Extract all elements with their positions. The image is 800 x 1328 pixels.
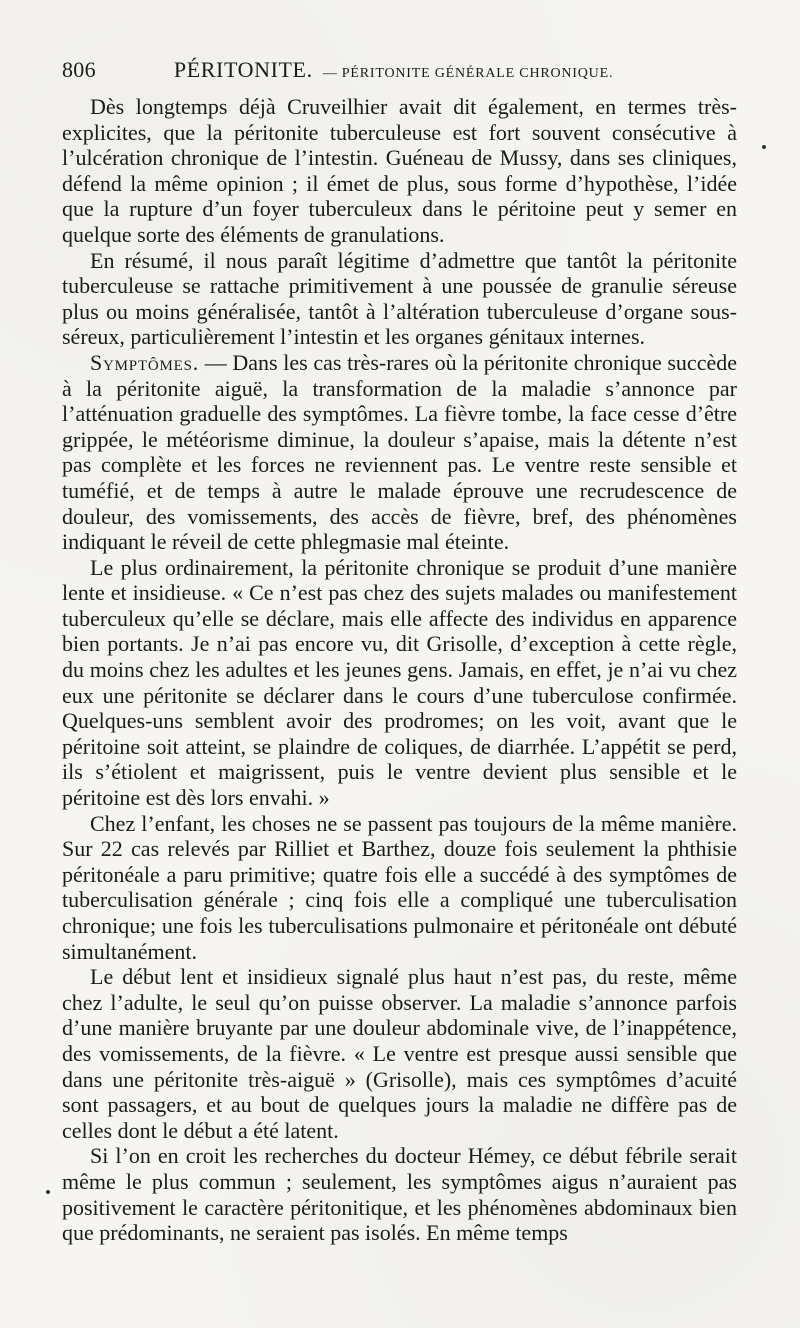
margin-dot (762, 145, 766, 149)
running-header (62, 57, 737, 87)
section-heading-symptomes: Symptômes. (90, 349, 200, 375)
chapter-title: PÉRITONITE. (173, 57, 313, 82)
paragraph-text: — Dans les cas très-rares où la péritonite chronique succède à la péritonite aiguë, la transformation de la maladie s’annonce par l’atténuation graduelle des symptômes. La fièvre tombe, la face cesse d’être grippée, le météorisme diminue, la douleur s’apaise, mais la détente n’est pas complète et les forces ne reviennent pas. Le ventre reste sensible et tuméfié, et de temps à autre le malade éprouve une recrudescence de douleur, des vomissements, des accès de fièvre, bref, des phénomènes indiquant le réveil de cette phlegmasie mal éteinte. (62, 349, 737, 555)
paragraph-text: Dès longtemps déjà Cruveilhier avait dit également, en termes très-explicites, que la péritonite tuberculeuse est fort souvent consécutive à l’ulcération chronique de l’intestin. Guéneau de Mussy, dans ses cliniques, défend la même opinion ; il émet de plus, sous forme d’hypothèse, l’idée que la rupture d’un foyer tuberculeux dans le péritoine peut y semer en quelque sorte des éléments de granulations. (62, 94, 737, 247)
paragraph-text: Le plus ordinairement, la péritonite chronique se produit d’une manière lente et insidieuse. « Ce n’est pas chez des sujets malades ou manifestement tuberculeux qu’elle se déclare, mais elle affecte des individus en apparence bien portants. Je n’ai pas encore vu, dit Grisolle, d’exception à cette règle, du moins chez les adultes et les jeunes gens. Jamais, en effet, je n’ai vu chez eux une péritonite se déclarer dans le cours d’une tuberculose confirmée. Quelques-uns semblent avoir des prodromes; on les voit, avant que le péritoine soit atteint, se plaindre de coliques, de diarrhée. L’appétit se perd, ils s’étiolent et maigrissent, puis le ventre devient plus sensible et le péritoine est dès lors envahi. » (62, 554, 737, 811)
paragraph-enfant (62, 811, 737, 965)
paragraph-debut-lent (62, 964, 737, 1143)
paragraph-resume (62, 248, 737, 350)
paragraph-grisolle-quote (62, 555, 737, 811)
page-number: 806 (62, 57, 96, 82)
paragraph-text: En résumé, il nous paraît légitime d’admettre que tantôt la péritonite tuberculeuse se rattache primitivement à une poussée de granulie séreuse plus ou moins généralisée, tantôt à l’altération tuberculeuse d’organe sous-séreux, particulièrement l’intestin et les organes génitaux internes. (62, 247, 737, 350)
page-body (62, 94, 737, 1246)
margin-dot (46, 1190, 50, 1194)
section-subtitle: — PÉRITONITE GÉNÉRALE CHRONIQUE. (322, 66, 614, 81)
paragraph-text: Si l’on en croit les recherches du docteur Hémey, ce début fébrile serait même le plus commun ; seulement, les symptômes aigus n’auraient pas positivement le caractère péritonitique, et les phénomènes abdominaux bien que prédominants, ne seraient pas isolés. En même temps (62, 1143, 737, 1246)
paragraph-text: Le début lent et insidieux signalé plus haut n’est pas, du reste, même chez l’adulte, le seul qu’on puisse observer. La maladie s’annonce parfois d’une manière bruyante par une douleur abdominale vive, de l’inappétence, des vomissements, de la fièvre. « Le ventre est presque aussi sensible que dans une péritonite très-aiguë » (Grisolle), mais ces symptômes d’acuité sont passagers, et au bout de quelques jours la maladie ne diffère pas de celles dont le début a été latent. (62, 964, 737, 1143)
paragraph-text: Chez l’enfant, les choses ne se passent pas toujours de la même manière. Sur 22 cas relevés par Rilliet et Barthez, douze fois seulement la phthisie péritonéale a paru primitive; quatre fois elle a succédé à des symptômes de tuberculisation générale ; cinq fois elle a compliqué une tuberculisation chronique; une fois les tuberculisations pulmonaire et péritonéale ont débuté simultanément. (62, 810, 737, 964)
paragraph-symptomes (62, 350, 737, 555)
paragraph-cruveilhier (62, 94, 737, 248)
paragraph-hemey (62, 1143, 737, 1245)
